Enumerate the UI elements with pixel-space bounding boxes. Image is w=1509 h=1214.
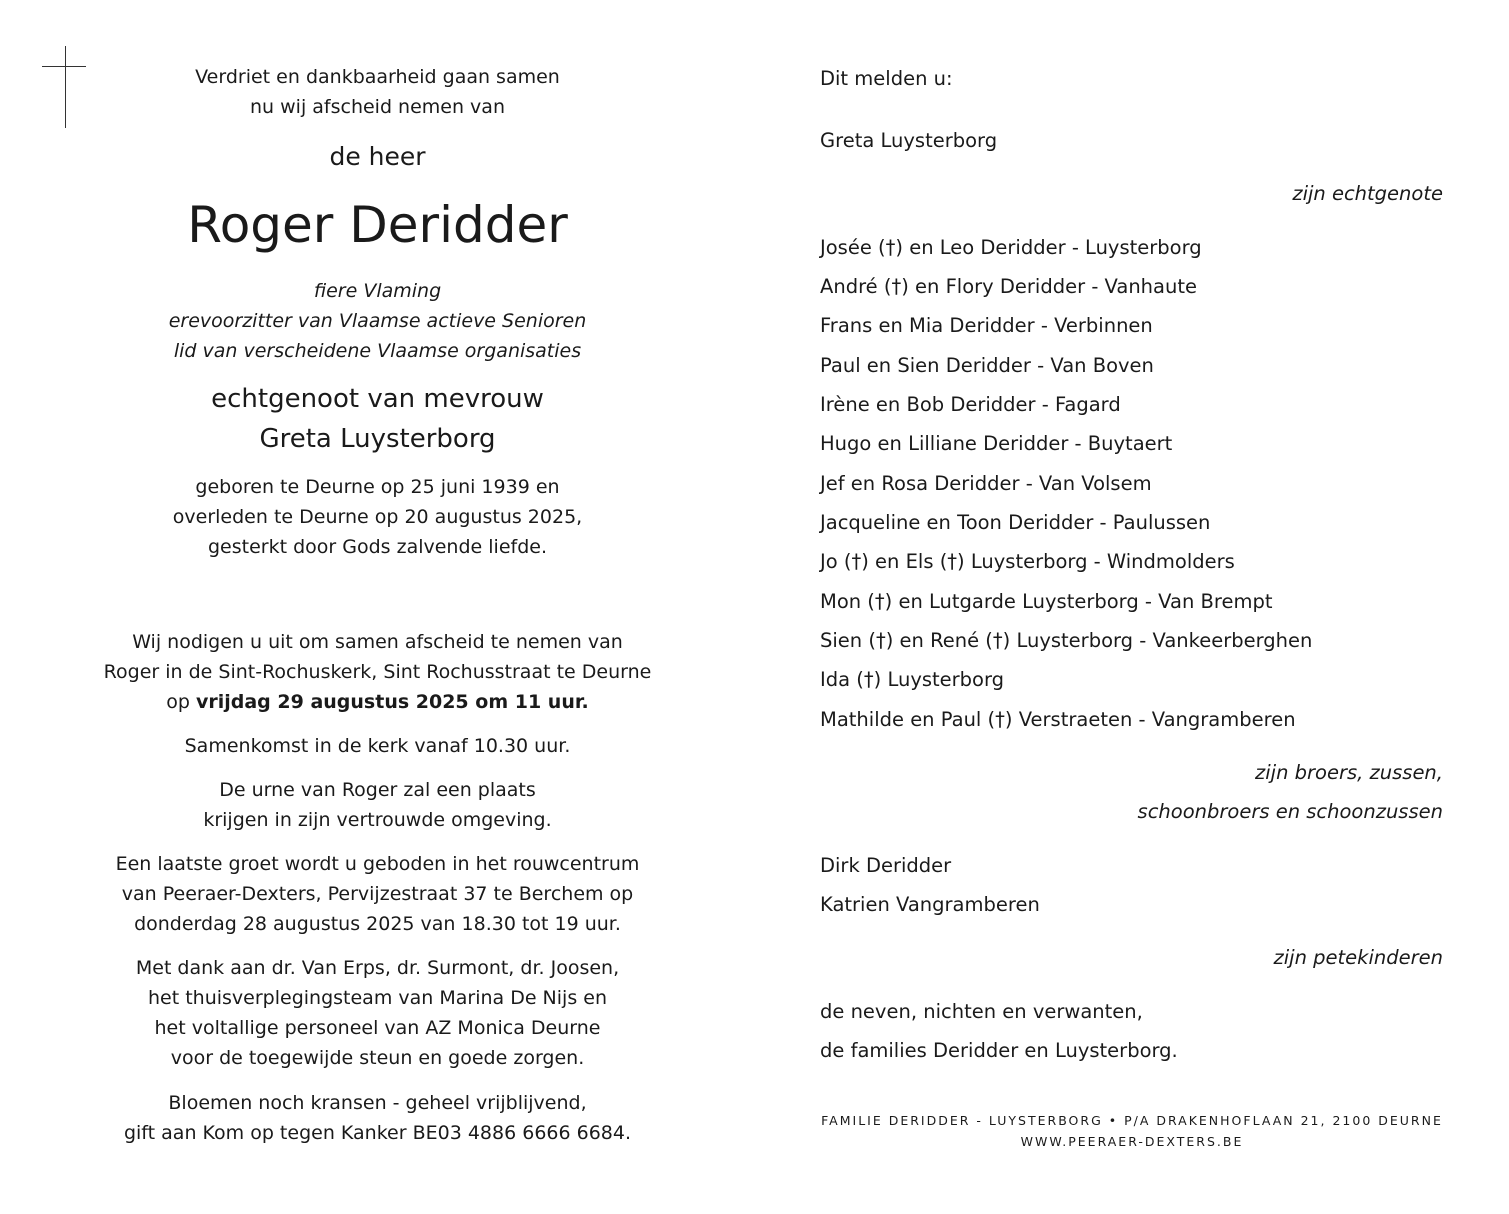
family-heading: Dit melden u: <box>820 67 953 90</box>
thanks-line: voor de toegewijde steun en goede zorgen. <box>170 1047 585 1069</box>
invite-line <box>60 691 695 713</box>
godchildren-role: zijn petekinderen <box>1273 946 1443 969</box>
title-line: lid van verscheidene Vlaamse organisaties <box>173 340 582 362</box>
farewell-line: Een laatste groet wordt u geboden in het rouwcentrum <box>115 853 640 875</box>
invite-line: Wij nodigen u uit om samen afscheid te nemen van <box>132 631 623 653</box>
wife-name: Greta Luysterborg <box>820 129 998 152</box>
sibling-line: Sien (†) en René (†) Luysterborg - Vankeerberghen <box>820 629 1313 652</box>
deceased-name: Roger Deridder <box>187 196 568 254</box>
life-line: overleden te Deurne op 20 augustus 2025, <box>172 506 583 528</box>
siblings-role: zijn broers, zussen, <box>1255 761 1443 784</box>
gathering-line: Samenkomst in de kerk vanaf 10.30 uur. <box>184 735 571 757</box>
spouse-line: echtgenoot van mevrouw <box>211 384 544 414</box>
title-line: erevoorzitter van Vlaamse actieve Senioren <box>168 310 587 332</box>
siblings-role: schoonbroers en schoonzussen <box>1137 800 1443 823</box>
thanks-line: Met dank aan dr. Van Erps, dr. Surmont, dr. Joosen, <box>135 957 620 979</box>
wife-role: zijn echtgenote <box>1292 182 1443 205</box>
urn-line: krijgen in zijn vertrouwde omgeving. <box>203 809 552 831</box>
footer-address: FAMILIE DERIDDER - LUYSTERBORG • P/A DRAKENHOFLAAN 21, 2100 DEURNE <box>821 1113 1443 1128</box>
farewell-line: van Peeraer-Dexters, Pervijzestraat 37 te Berchem op <box>121 883 634 905</box>
flowers-line: gift aan Kom op tegen Kanker BE03 4886 6666 6684. <box>123 1122 632 1144</box>
invite-prefix: op <box>166 691 190 713</box>
sibling-line: Jacqueline en Toon Deridder - Paulussen <box>820 511 1211 534</box>
spouse-name: Greta Luysterborg <box>259 424 496 454</box>
life-line: geboren te Deurne op 25 juni 1939 en <box>195 476 560 498</box>
intro-line: nu wij afscheid nemen van <box>250 96 505 118</box>
thanks-line: het thuisverplegingsteam van Marina De Nijs en <box>148 987 607 1009</box>
sibling-line: André (†) en Flory Deridder - Vanhaute <box>820 275 1197 298</box>
sibling-line: Josée (†) en Leo Deridder - Luysterborg <box>820 236 1202 259</box>
title-line: fiere Vlaming <box>313 280 442 302</box>
flowers-line: Bloemen noch kransen - geheel vrijblijvend, <box>168 1092 587 1114</box>
sibling-line: Paul en Sien Deridder - Van Boven <box>820 354 1154 377</box>
sibling-line: Mon (†) en Lutgarde Luysterborg - Van Brempt <box>820 590 1273 613</box>
salutation: de heer <box>329 142 426 171</box>
sibling-line: Irène en Bob Deridder - Fagard <box>820 393 1121 416</box>
godchild-line: Katrien Vangramberen <box>820 893 1040 916</box>
invite-line: Roger in de Sint-Rochuskerk, Sint Rochusstraat te Deurne <box>103 661 652 683</box>
urn-line: De urne van Roger zal een plaats <box>219 779 536 801</box>
footer-website: WWW.PEERAER-DEXTERS.BE <box>1020 1134 1244 1149</box>
sibling-line: Mathilde en Paul (†) Verstraeten - Vangramberen <box>820 708 1296 731</box>
sibling-line: Jo (†) en Els (†) Luysterborg - Windmolders <box>820 550 1235 573</box>
godchild-line: Dirk Deridder <box>820 854 952 877</box>
farewell-line: donderdag 28 augustus 2025 van 18.30 tot 19 uur. <box>134 913 621 935</box>
sibling-line: Ida (†) Luysterborg <box>820 668 1005 691</box>
thanks-line: het voltallige personeel van AZ Monica Deurne <box>154 1017 601 1039</box>
ceremony-date: vrijdag 29 augustus 2025 om 11 uur. <box>195 691 589 713</box>
relatives-line: de families Deridder en Luysterborg. <box>820 1039 1178 1062</box>
sibling-line: Jef en Rosa Deridder - Van Volsem <box>820 472 1152 495</box>
relatives-line: de neven, nichten en verwanten, <box>820 1000 1143 1023</box>
life-line: gesterkt door Gods zalvende liefde. <box>208 536 547 558</box>
sibling-line: Frans en Mia Deridder - Verbinnen <box>820 314 1153 337</box>
intro-line: Verdriet en dankbaarheid gaan samen <box>195 66 560 88</box>
sibling-line: Hugo en Lilliane Deridder - Buytaert <box>820 432 1173 455</box>
